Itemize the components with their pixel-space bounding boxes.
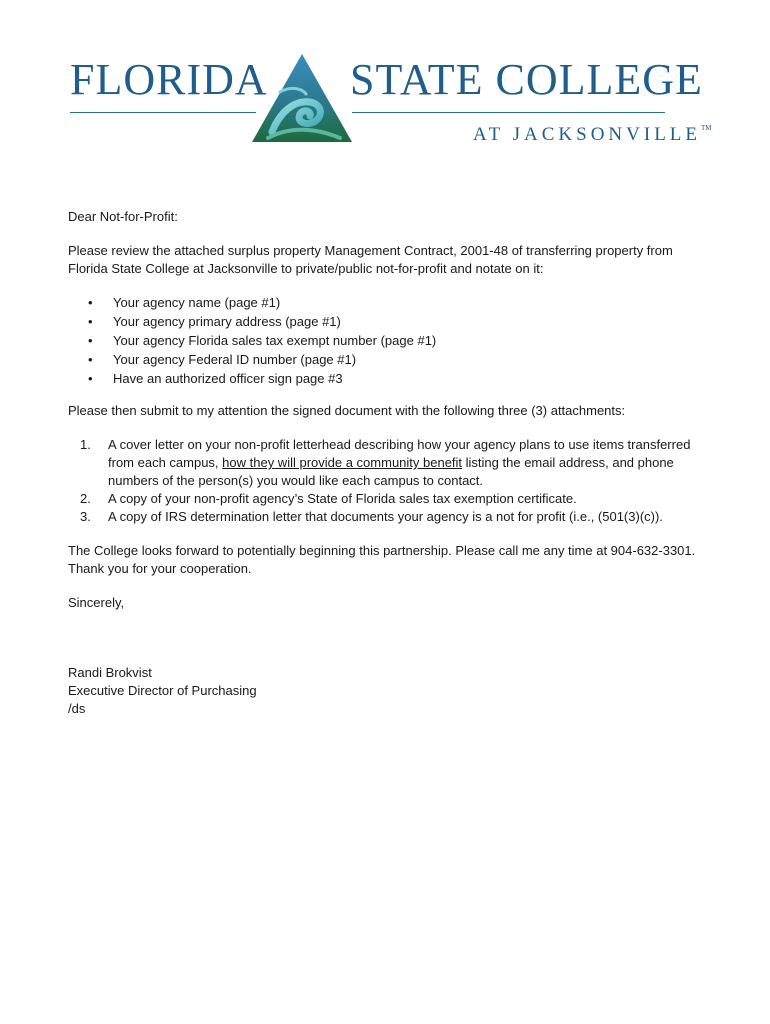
intro-paragraph: Please review the attached surplus property Management Contract, 2001-48 of transferring property from Florida State College at Jacksonville to private/public not-for-profit and notate on it: xyxy=(68,243,673,276)
bullet-icon: • xyxy=(88,371,93,386)
signer-name: Randi Brokvist xyxy=(68,665,152,680)
letterhead-rule-left xyxy=(70,112,256,113)
letterhead xyxy=(60,50,712,160)
list-item-text: A cover letter on your non-profit letterhead describing how your agency plans to use items transferred from each campus, xyxy=(108,437,691,470)
bullet-icon: • xyxy=(88,352,93,367)
list-item-number: 1. xyxy=(80,437,91,452)
list-item xyxy=(68,332,708,350)
list-item-text: Your agency Federal ID number (page #1) xyxy=(113,352,357,367)
list-item xyxy=(68,508,708,526)
letterhead-name-right: STATE COLLEGE xyxy=(350,55,703,104)
bullet-icon: • xyxy=(88,314,93,329)
letterhead-rule-right xyxy=(352,112,665,113)
bullet-icon: • xyxy=(88,333,93,348)
list-item-text: Your agency name (page #1) xyxy=(113,295,281,310)
letterhead-subtitle-text: AT JACKSONVILLE xyxy=(473,124,702,145)
underlined-phrase: how they will provide a community benefit xyxy=(222,455,463,470)
trademark-mark: TM xyxy=(701,124,712,132)
list-item xyxy=(68,313,708,331)
list-item-number: 3. xyxy=(80,509,91,524)
letterhead-name-left: FLORIDA xyxy=(70,55,268,104)
bullet-icon: • xyxy=(88,295,93,310)
closing: Sincerely, xyxy=(68,595,125,610)
list-item-text-continued: listing the email address, and phone numbers of the person(s) you would like each campus to contact. xyxy=(108,455,674,488)
letter-body xyxy=(68,208,708,718)
list-item-text: A copy of your non-profit agency’s State of Florida sales tax exemption certificate. xyxy=(108,491,577,506)
list-item-text: A copy of IRS determination letter that documents your agency is a not for profit (i.e., (501(3)(c)). xyxy=(108,509,663,524)
requirements-list xyxy=(68,294,708,388)
salutation: Dear Not-for-Profit: xyxy=(68,209,178,224)
list-item-text: Have an authorized officer sign page #3 xyxy=(113,371,343,386)
list-item-number: 2. xyxy=(80,491,91,506)
signer-title: Executive Director of Purchasing xyxy=(68,683,257,698)
typist-initials: /ds xyxy=(68,701,86,716)
letterhead-subtitle xyxy=(473,125,712,144)
triangle-wave-logo-icon xyxy=(250,52,354,144)
list-item xyxy=(68,294,708,312)
list-item xyxy=(68,490,708,508)
list-item-text: Your agency Florida sales tax exempt number (page #1) xyxy=(113,333,437,348)
attachments-list xyxy=(68,436,708,526)
submit-paragraph: Please then submit to my attention the signed document with the following three (3) attachments: xyxy=(68,403,626,418)
closing-paragraph: The College looks forward to potentially beginning this partnership. Please call me any time at 904-632-3301. Thank you for your cooperation. xyxy=(68,543,696,576)
list-item xyxy=(68,351,708,369)
signature-block xyxy=(68,664,708,718)
list-item xyxy=(68,370,708,388)
list-item-text: Your agency primary address (page #1) xyxy=(113,314,341,329)
list-item xyxy=(68,436,708,490)
